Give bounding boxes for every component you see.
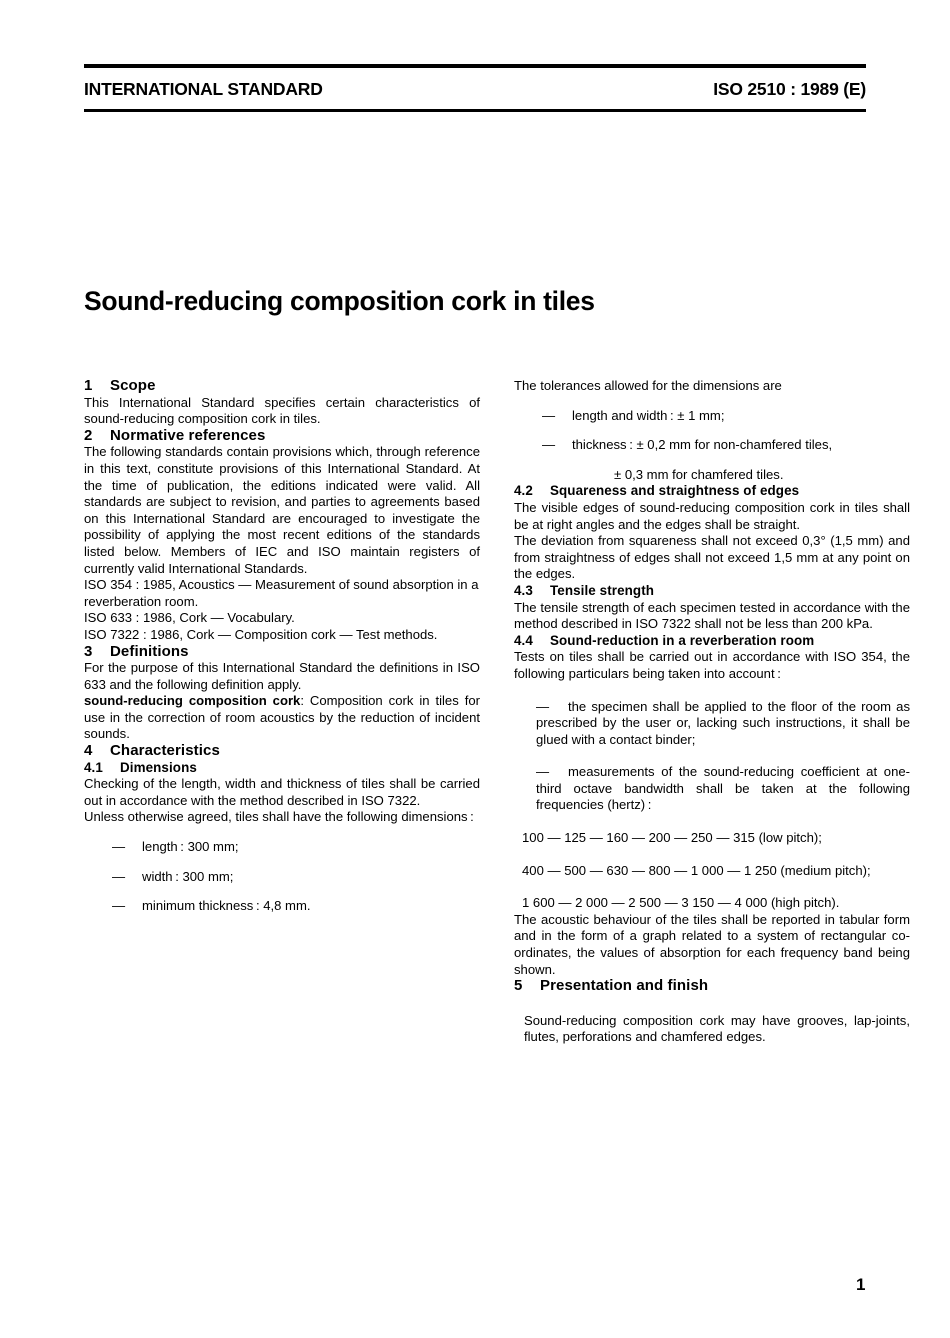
header-standard-reference: ISO 2510 : 1989 (E) xyxy=(713,79,866,99)
reference-id: ISO 354 : 1985, xyxy=(84,577,179,593)
dimensions-paragraph-2: Unless otherwise agreed, tiles shall have the following dimensions : xyxy=(84,809,474,825)
squareness-paragraph-2: The deviation from squareness shall not exceed 0,3° (1,5 mm) and from straightness of edges shall not exceed 1,5 mm at any point on the edges. xyxy=(514,533,910,582)
section-title: Scope xyxy=(110,377,156,394)
definition-text: : Composition cork in tiles for use in the correction of room acoustics by the reduction of incident sounds. xyxy=(84,693,480,742)
header-rule-bottom xyxy=(84,109,866,112)
dimensions-list xyxy=(84,839,480,915)
presentation-paragraph: Sound-reducing composition cork may have grooves, lap-joints, flutes, perforations and chamfered edges. xyxy=(524,1012,910,1045)
frequency-line-high: 1 600 — 2 000 — 2 500 — 3 150 — 4 000 (high pitch). xyxy=(522,895,840,911)
definition-term: sound-reducing composition cork xyxy=(84,693,301,709)
list-item xyxy=(84,898,480,915)
dash-icon: — xyxy=(112,898,126,914)
section-title: Definitions xyxy=(110,642,189,660)
list-item xyxy=(84,839,480,856)
list-item xyxy=(84,869,480,886)
reference-id: ISO 7322 : 1986, xyxy=(84,626,187,642)
acoustic-behaviour-paragraph: The acoustic behaviour of the tiles shall be reported in tabular form and in the form of a graph related to a system of rectangular co-ordinates, the values of absorption for each frequency band being shown. xyxy=(514,911,910,977)
list-item-label: minimum thickness : 4,8 mm. xyxy=(142,898,311,914)
list-item xyxy=(514,408,910,425)
dash-icon: — xyxy=(536,764,550,780)
section-heading-characteristics xyxy=(84,743,480,760)
dash-icon: — xyxy=(536,698,550,714)
list-item-continuation: ± 0,3 mm for chamfered tiles. xyxy=(614,466,784,482)
section-heading-scope xyxy=(84,378,480,395)
subsection-heading-sound-reduction xyxy=(514,633,910,650)
section-title: Characteristics xyxy=(110,742,220,760)
dash-icon: — xyxy=(542,437,556,453)
dimensions-paragraph-1: Checking of the length, width and thickness of tiles shall be carried out in accordance with the method described in ISO 7322. xyxy=(84,776,480,808)
right-column xyxy=(514,378,910,1046)
definitions-intro-paragraph: For the purpose of this International Standard the definitions in ISO 633 and the following definition apply. xyxy=(84,660,480,692)
subsection-heading-tensile-strength xyxy=(514,583,910,600)
reference-id: ISO 633 : 1986, xyxy=(84,610,180,626)
page-title: Sound-reducing composition cork in tiles xyxy=(84,285,595,316)
tolerances-intro: The tolerances allowed for the dimensions are xyxy=(514,378,782,393)
dash-icon: — xyxy=(112,868,126,884)
reference-entry xyxy=(84,577,480,610)
subsection-title: Dimensions xyxy=(120,759,197,775)
subsection-title: Tensile strength xyxy=(550,582,655,598)
reference-title: Cork — Vocabulary. xyxy=(179,610,295,626)
subsection-heading-dimensions xyxy=(84,760,480,777)
dash-icon: — xyxy=(542,407,556,423)
list-item-label: width : 300 mm; xyxy=(142,868,234,884)
subsection-heading-squareness xyxy=(514,483,910,500)
list-item-label: length and width : ± 1 mm; xyxy=(572,407,725,423)
sound-reduction-paragraph-1: Tests on tiles shall be carried out in accordance with ISO 354, the following particulars being taken into account : xyxy=(514,649,910,681)
sound-reduction-dash-item-2 xyxy=(514,764,910,814)
reference-title: Cork — Composition cork — Test methods. xyxy=(186,626,438,642)
reference-entry xyxy=(84,627,480,644)
normative-references-paragraph: The following standards contain provisions which, through reference in this text, constitute provisions of this International Standard. At the time of publication, the editions indicated were valid. All standards are subject to revision, and parties to agreements based on this International Standard are encouraged to investigate the possibility of applying the most recent editions of the standards listed below. Members of IEC and ISO maintain registers of currently valid International Standards. xyxy=(84,444,480,576)
tensile-strength-paragraph: The tensile strength of each specimen tested in accordance with the method described in ISO 7322 shall not be less than 200 kPa. xyxy=(514,599,910,632)
dash-item-text: the specimen shall be applied to the floor of the room as prescribed by the user or, lacking such instructions, it shall be glued with a contact binder; xyxy=(536,698,910,747)
section-heading-definitions xyxy=(84,644,480,661)
list-item xyxy=(514,437,910,483)
section-number: 1 xyxy=(84,377,93,394)
section-number: 5 xyxy=(514,977,523,995)
subsection-title: Squareness and straightness of edges xyxy=(550,483,800,499)
squareness-paragraph-1: The visible edges of sound-reducing composition cork in tiles shall be at right angles and the edges shall be straight. xyxy=(514,499,910,532)
subsection-number: 4.4 xyxy=(514,632,533,648)
subsection-number: 4.2 xyxy=(514,483,533,499)
tolerances-list xyxy=(514,408,910,484)
header-standard-label: INTERNATIONAL STANDARD xyxy=(84,79,323,99)
section-number: 2 xyxy=(84,426,93,444)
dash-item-text: measurements of the sound-reducing coefficient at one-third octave bandwidth shall be taken at the following frequencies (hertz) : xyxy=(536,764,910,813)
subsection-title: Sound-reduction in a reverberation room xyxy=(550,632,815,648)
reference-entry xyxy=(84,610,480,627)
subsection-number: 4.3 xyxy=(514,582,533,598)
section-title: Normative references xyxy=(110,426,266,444)
section-heading-presentation-and-finish xyxy=(514,978,910,995)
sound-reduction-dash-item-1 xyxy=(514,699,910,749)
frequency-line-medium: 400 — 500 — 630 — 800 — 1 000 — 1 250 (medium pitch); xyxy=(522,862,871,878)
dash-icon: — xyxy=(112,839,126,855)
page-number: 1 xyxy=(856,1275,866,1294)
header-row xyxy=(84,68,866,109)
reference-title: Acoustics — Measurement of sound absorption in a reverberation room. xyxy=(84,577,479,609)
subsection-number: 4.1 xyxy=(84,759,103,775)
scope-paragraph: This International Standard specifies certain characteristics of sound-reducing composition cork in tiles. xyxy=(84,394,480,427)
section-number: 3 xyxy=(84,642,93,660)
list-item-label: thickness : ± 0,2 mm for non-chamfered tiles, xyxy=(572,437,833,453)
frequency-line-low: 100 — 125 — 160 — 200 — 250 — 315 (low pitch); xyxy=(522,830,822,846)
list-item-label: length : 300 mm; xyxy=(142,839,239,855)
section-number: 4 xyxy=(84,742,93,760)
definition-entry xyxy=(84,693,480,743)
page-header xyxy=(84,64,866,112)
left-column xyxy=(84,378,480,915)
section-title: Presentation and finish xyxy=(540,977,709,995)
section-heading-normative-references xyxy=(84,428,480,445)
